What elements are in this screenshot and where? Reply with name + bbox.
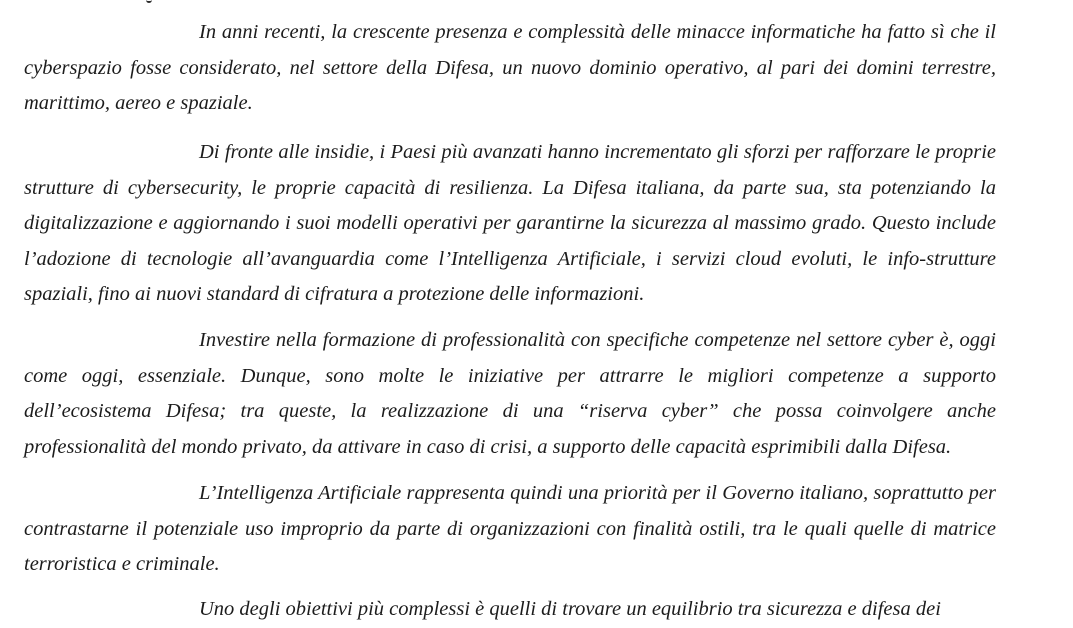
paragraph-cyber-training: Investire nella formazione di professionalità con specifiche competenze nel settore cyber è, oggi come oggi, essenziale. Dunque, sono molte le iniziative per attrarre le migliori competenze a supporto dell’ecosistema Difesa; tra queste, la realizzazione di una “riserva cyber” che possa coinvolgere anche professionalità del mondo privato, da attivare in caso di crisi, a supporto delle capacità esprimibili dalla Difesa. [24,329,996,458]
paragraph-cybersecurity-efforts: Di fronte alle insidie, i Paesi più avanzati hanno incrementato gli sforzi per rafforzare le proprie strutture di cybersecurity, le proprie capacità di resilienza. La Difesa italiana, da parte sua, sta potenziando la digitalizzazione e aggiornando i suoi modelli operativi per garantirne la sicurezza al massimo grado. Questo include l’adozione di tecnologie all’avanguardia come l’Intelligenza Artificiale, i servizi cloud evoluti, le info-strutture spaziali, fino ai nuovi standard di cifratura a protezione delle informazioni. [24,141,996,306]
clipped-glyph [146,0,152,3]
paragraph-artificial-intelligence: L’Intelligenza Artificiale rappresenta quindi una priorità per il Governo italiano, soprattutto per contrastarne il potenziale uso improprio da parte di organizzazioni con finalità ostili, tra le quali quelle di matrice terroristica e criminale. [24,482,996,576]
paragraph-cyberspace-domain: In anni recenti, la crescente presenza e complessità delle minacce informatiche ha fatto sì che il cyberspazio fosse considerato, nel settore della Difesa, un nuovo dominio operativo, al pari dei domini terrestre, marittimo, aereo e spaziale. [24,21,996,115]
paragraph-security-balance: Uno degli obiettivi più complessi è quelli di trovare un equilibrio tra sicurezza e difesa dei [199,598,941,620]
